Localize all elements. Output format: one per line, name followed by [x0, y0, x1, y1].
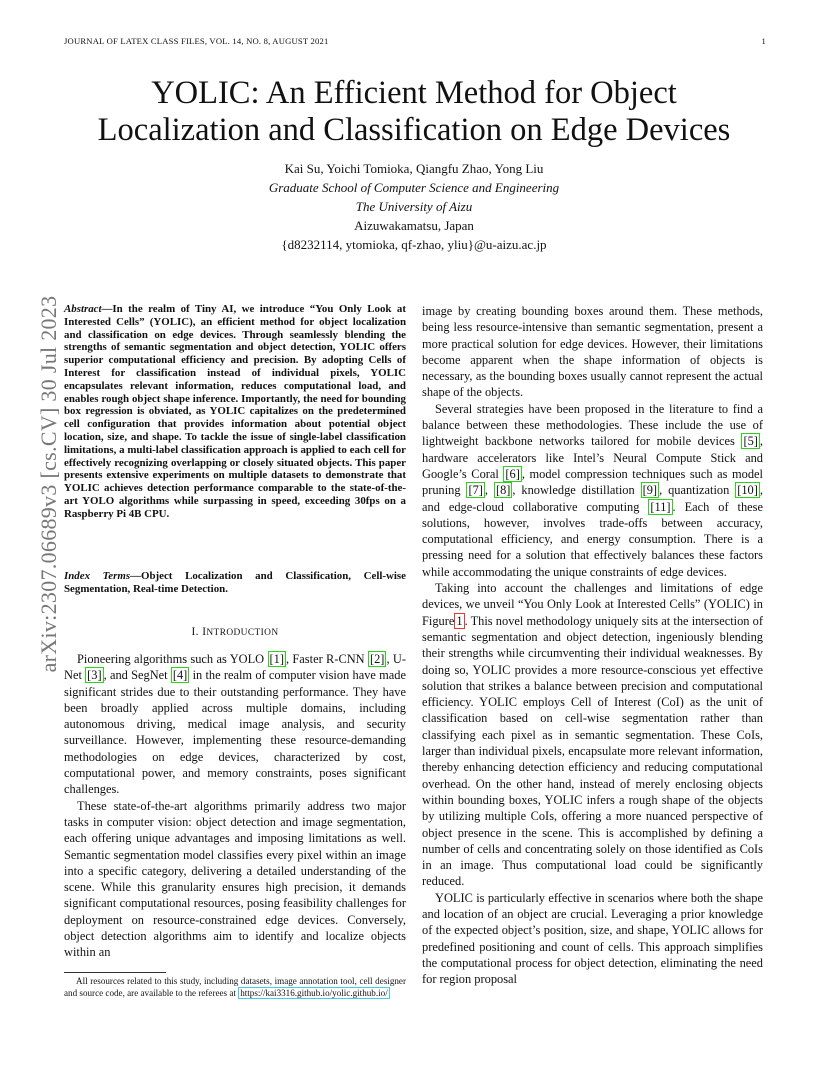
citation-link[interactable]: [9] — [642, 483, 658, 498]
section-heading — [64, 626, 406, 638]
index-terms — [64, 570, 406, 596]
text-run: . Each of these solutions, however, involves trade-offs between accuracy, computational efficiency, and energy consumption. There is a pressing need for a solution that effectively balances these factors while accommodating the unique constraints of edge devices. — [422, 499, 763, 579]
text-run: . This novel methodology uniquely sits at the intersection of semantic segmentation and object detection, ingeniously blending their strengths while circumventing their individual weaknesses. By doing so, YOLIC provides a more resource-conscious yet effective solution that strikes a balance between precision and computational efficiency. YOLIC employs Cell of Interest (CoI) as the unit of classification based on cell-wise segmentation rather than classifying each pixel as in semantic segmentation. These CoIs, larger than individual pixels, encapsulate more relevant information, thereby enhancing detection efficiency and reducing computational overhead. On the other hand, instead of merely enclosing objects within bounding boxes, YOLIC infers a rough shape of the objects by utilizing multiple CoIs, offering a more nuanced perspective of object presence in the scene. This is accomplished by defining a number of cells and concentrating solely on those identified as CoIs in an image. Thus computational load could be significantly reduced. — [422, 613, 763, 889]
text-run: , — [484, 483, 494, 498]
author-names: Kai Su, Yoichi Tomioka, Qiangfu Zhao, Yong Liu — [284, 161, 544, 176]
abstract-text: —In the realm of Tiny AI, we introduce “You Only Look at Interested Cells” (YOLIC), an efficient method for object localization and classification on edge devices. Through seamlessly blending the strengths of semantic segmentation and object detection, YOLIC offers superior computational efficiency and precision. By adopting Cells of Interest for classification instead of individual pixels, YOLIC encapsulates relevant information, reduces computational load, and enables rough object shape inference. Importantly, the need for bounding box regression is obviated, as YOLIC capitalizes on the predetermined cell configuration that provides information about potential object location, size, and shape. To tackle the issue of single-label classification limitations, a multi-label classification approach is applied to each cell for effectively recognizing overlapping or closely situated objects. This paper presents extensive experiments on multiple datasets to demonstrate that YOLIC achieves detection performance comparable to the state-of-the-art YOLO algorithms while surpassing in speed, exceeding 30fps on a Raspberry Pi 4B CPU. — [64, 303, 406, 520]
page-number: 1 — [761, 36, 766, 46]
citation-link[interactable]: [3] — [87, 668, 102, 683]
text-run: Taking into account the challenges and limitations of edge devices, we unveil “You Only Look at Interested Cells” (YOLIC) in Figure — [422, 581, 763, 628]
intro-right-column — [422, 303, 763, 987]
text-run: , U-Net — [64, 652, 406, 683]
intro-paragraph-1 — [64, 651, 406, 798]
text-run: , model compression techniques such as model pruning — [422, 466, 763, 498]
author-location: Aizuwakamatsu, Japan — [354, 218, 474, 233]
resource-link[interactable]: https://kai3316.github.io/yolic.github.io/ — [240, 987, 388, 998]
citation-link[interactable]: [1] — [269, 652, 284, 666]
text-run: Several strategies have been proposed in the literature to find a balance between these methodologies. These include the use of lightweight backbone networks tailored for mobile devices — [422, 401, 763, 449]
title-line-2: Localization and Classification on Edge Devices — [97, 112, 731, 148]
footnote — [64, 976, 406, 999]
citation-link[interactable]: [11] — [650, 499, 671, 514]
intro-left-column — [64, 651, 406, 961]
index-terms-label: Index Terms — [64, 570, 131, 582]
author-block — [60, 159, 768, 254]
right-paragraph-1 — [422, 401, 763, 580]
arxiv-stamp-text: arXiv:2307.06689v3 [cs.CV] 30 Jul 2023 — [36, 295, 61, 673]
right-paragraph-3: YOLIC is particularly effective in scenarios where both the shape and location of an object are crucial. Leveraging a prior knowledge of the expected object’s position, size, and shape, YOLIC allows for predefined positioning and count of cells. This approach simplifies the computational process for object detection, eliminating the need for region proposal — [422, 890, 763, 987]
footnote-rule — [64, 972, 166, 973]
text-run: , hardware accelerators like Intel’s Neural Compute Stick and Google’s Coral — [422, 434, 763, 481]
figure-link[interactable]: 1 — [456, 613, 463, 628]
citation-link[interactable]: [10] — [737, 483, 758, 498]
author-university: The University of Aizu — [355, 199, 473, 214]
intro-paragraph-2: These state-of-the-art algorithms primarily address two major tasks in computer vision: object detection and image segmentation, each offering unique advantages and imposing limitations as well. Semantic segmentation model classifies every pixel within an image into a specific category, delivering a detailed understanding of the scene. While this granularity ensures high precision, it demands significant computational resources, posing feasibility challenges for deployment on resource-constrained edge devices. Conversely, object detection algorithms aim to identify and localize objects within an — [64, 798, 406, 960]
abstract-label: Abstract — [64, 303, 102, 315]
section-title-rest: NTRODUCTION — [206, 628, 279, 638]
citation-link[interactable]: [6] — [505, 466, 520, 481]
abstract — [64, 303, 406, 521]
citation-link[interactable]: [2] — [369, 652, 385, 666]
author-school: Graduate School of Computer Science and Engineering — [268, 180, 560, 195]
citation-link[interactable]: [7] — [468, 483, 483, 498]
section-number: I. — [191, 626, 199, 638]
text-run: , Faster R-CNN — [285, 652, 368, 666]
paper-title — [60, 75, 768, 149]
citation-link[interactable]: [4] — [172, 668, 188, 683]
text-run: in the realm of computer vision have made significant strides due to their outstanding performance. They have been broadly applied across multiple domains, including autonomous driving, medical image analysis, and security surveillance. However, implementing these resource-demanding methodologies on edge devices, characterized by cost, computational power, and memory constraints, poses significant challenges. — [64, 668, 406, 797]
text-run: , quantization — [659, 483, 736, 498]
citation-link[interactable]: [5] — [743, 434, 758, 449]
text-run: , and edge-cloud collaborative computing — [422, 483, 763, 514]
citation-link[interactable]: [8] — [495, 483, 511, 498]
title-line-1: YOLIC: An Efficient Method for Object — [151, 75, 677, 111]
index-terms-text: —Object Localization and Classification, Cell-wise Segmentation, Real-time Detection. — [64, 570, 406, 595]
running-header: JOURNAL OF LATEX CLASS FILES, VOL. 14, NO. 8, AUGUST 2021 — [64, 36, 329, 46]
text-run: , and SegNet — [103, 668, 171, 683]
text-run: Pioneering algorithms such as YOLO — [77, 652, 268, 666]
arxiv-stamp — [34, 294, 64, 674]
footnote-text: All resources related to this study, including datasets, image annotation tool, cell designer and source code, are available to the referees at — [64, 976, 406, 998]
author-emails: {d8232114, ytomioka, qf-zhao, yliu}@u-aizu.ac.jp — [281, 237, 547, 252]
text-run: , knowledge distillation — [512, 483, 641, 498]
right-paragraph-2 — [422, 580, 763, 890]
section-initial: I — [202, 626, 207, 638]
right-paragraph-0: image by creating bounding boxes around them. These methods, being less resource-intensive than semantic segmentation, present a more practical solution for edge devices. However, their limitations become apparent when the shape information of objects is necessary, as the bounding boxes usually cannot represent the actual shape of the objects. — [422, 304, 763, 400]
